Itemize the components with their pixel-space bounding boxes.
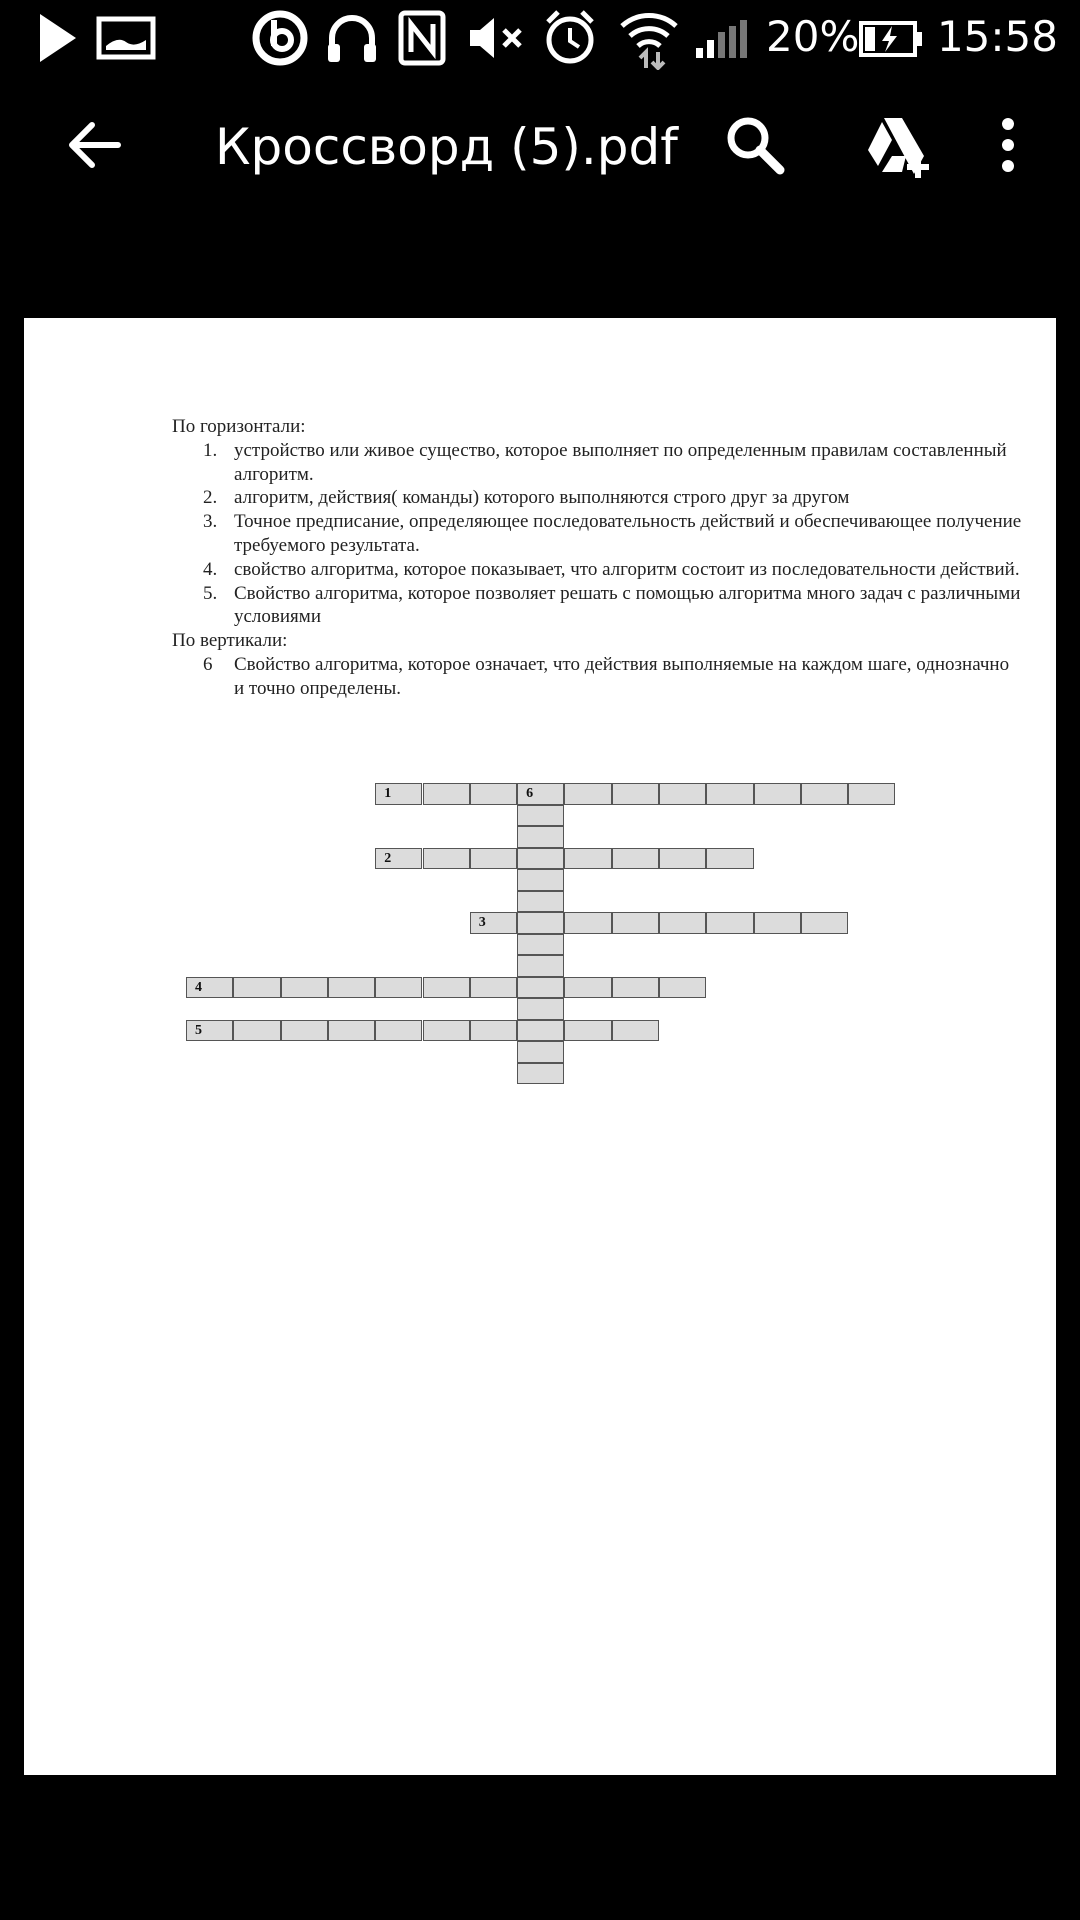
crossword-cell <box>517 869 564 891</box>
wifi-icon <box>618 6 680 70</box>
crossword-cell <box>281 977 328 999</box>
crossword-cell <box>564 977 611 999</box>
crossword-cell <box>423 783 470 805</box>
crossword-cell <box>801 783 848 805</box>
crossword-cell-6: 6 <box>517 783 564 805</box>
horizontal-heading: По горизонтали: <box>172 416 306 437</box>
crossword-cell <box>517 955 564 977</box>
crossword-cell <box>470 1020 517 1042</box>
clue-number: 2. <box>203 487 218 509</box>
beats-icon <box>252 10 308 66</box>
crossword-cell-2: 2 <box>375 848 422 870</box>
search-button[interactable] <box>722 112 788 178</box>
crossword-cell <box>423 1020 470 1042</box>
crossword-cell <box>517 1063 564 1085</box>
crossword-cell <box>517 826 564 848</box>
crossword-cell <box>517 977 564 999</box>
crossword-cell <box>612 848 659 870</box>
search-icon <box>722 163 788 182</box>
nfc-icon <box>398 10 446 66</box>
crossword-cell-1: 1 <box>375 783 422 805</box>
pdf-page[interactable] <box>24 318 1056 1775</box>
crossword-cell <box>659 977 706 999</box>
clue-text: Точное предписание, определяющее последовательность действий и обеспечивающее получение требуемого результата. <box>234 511 1022 556</box>
add-to-drive-button[interactable] <box>862 114 934 180</box>
crossword-cell <box>659 848 706 870</box>
vertical-heading: По вертикали: <box>172 630 288 652</box>
crossword-cell <box>612 977 659 999</box>
crossword-cell <box>659 783 706 805</box>
clue-text: свойство алгоритма, которое показывает, что алгоритм состоит из последовательности действий. <box>234 558 1020 580</box>
crossword-cell <box>470 848 517 870</box>
crossword-cell <box>517 912 564 934</box>
crossword-cell <box>233 977 280 999</box>
clue-text: алгоритм, действия( команды) которого выполняются строго друг за другом <box>234 487 850 509</box>
back-button[interactable] <box>62 112 128 178</box>
alarm-icon <box>542 8 598 68</box>
toolbar <box>0 90 1080 200</box>
crossword-cell <box>517 1020 564 1042</box>
crossword-cell <box>754 912 801 934</box>
more-options-button[interactable] <box>990 112 1026 178</box>
headphones-icon <box>324 10 380 66</box>
crossword-cell-3: 3 <box>470 912 517 934</box>
crossword-cell <box>517 998 564 1020</box>
crossword-grid <box>24 318 1056 1775</box>
document-title: Кроссворд (5).pdf <box>215 118 678 176</box>
clue-number: 1. <box>203 439 218 461</box>
crossword-cell <box>564 848 611 870</box>
crossword-cell <box>564 783 611 805</box>
crossword-cell <box>517 1041 564 1063</box>
crossword-cell <box>706 912 753 934</box>
signal-icon <box>694 20 752 60</box>
clue-number: 4. <box>203 558 218 580</box>
crossword-cell-5: 5 <box>186 1020 233 1042</box>
crossword-cell <box>801 912 848 934</box>
crossword-cell <box>659 912 706 934</box>
more-vert-icon <box>990 163 1026 182</box>
crossword-cell <box>612 783 659 805</box>
crossword-cell <box>233 1020 280 1042</box>
status-bar <box>0 0 1080 78</box>
crossword-cell-4: 4 <box>186 977 233 999</box>
crossword-cell <box>517 805 564 827</box>
crossword-cell <box>517 934 564 956</box>
clue-text: устройство или живое существо, которое выполняет по определенным правилам составленный алгоритм. <box>234 439 1007 485</box>
crossword-cell <box>375 1020 422 1042</box>
clue-number: 3. <box>203 511 218 533</box>
crossword-cell <box>281 1020 328 1042</box>
crossword-cell <box>328 977 375 999</box>
crossword-cell <box>848 783 895 805</box>
crossword-cell <box>375 977 422 999</box>
crossword-cell <box>706 848 753 870</box>
play-icon <box>36 8 80 68</box>
battery-percent: 20% <box>766 12 860 61</box>
crossword-cell <box>612 1020 659 1042</box>
clue-number: 5. <box>203 582 218 604</box>
crossword-cell <box>517 848 564 870</box>
crossword-cell <box>470 783 517 805</box>
clue-text: Свойство алгоритма, которое означает, что действия выполняемые на каждом шаге, однозначно и точно определены. <box>234 653 1010 699</box>
crossword-cell <box>517 891 564 913</box>
mute-icon <box>466 12 528 64</box>
crossword-cell <box>564 912 611 934</box>
clue-text: Свойство алгоритма, которое позволяет решать с помощью алгоритма много задач с различными условиями <box>234 582 1021 628</box>
arrow-back-icon <box>62 163 128 182</box>
crossword-cell <box>328 1020 375 1042</box>
crossword-cell <box>706 783 753 805</box>
clock: 15:58 <box>936 12 1058 61</box>
battery-charging-icon <box>858 20 924 58</box>
crossword-cell <box>754 783 801 805</box>
gallery-icon <box>96 16 156 60</box>
crossword-cell <box>423 977 470 999</box>
crossword-cell <box>564 1020 611 1042</box>
crossword-cell <box>423 848 470 870</box>
crossword-cell <box>470 977 517 999</box>
drive-add-icon <box>862 165 934 184</box>
crossword-cell <box>612 912 659 934</box>
clue-number: 6 <box>203 653 213 675</box>
